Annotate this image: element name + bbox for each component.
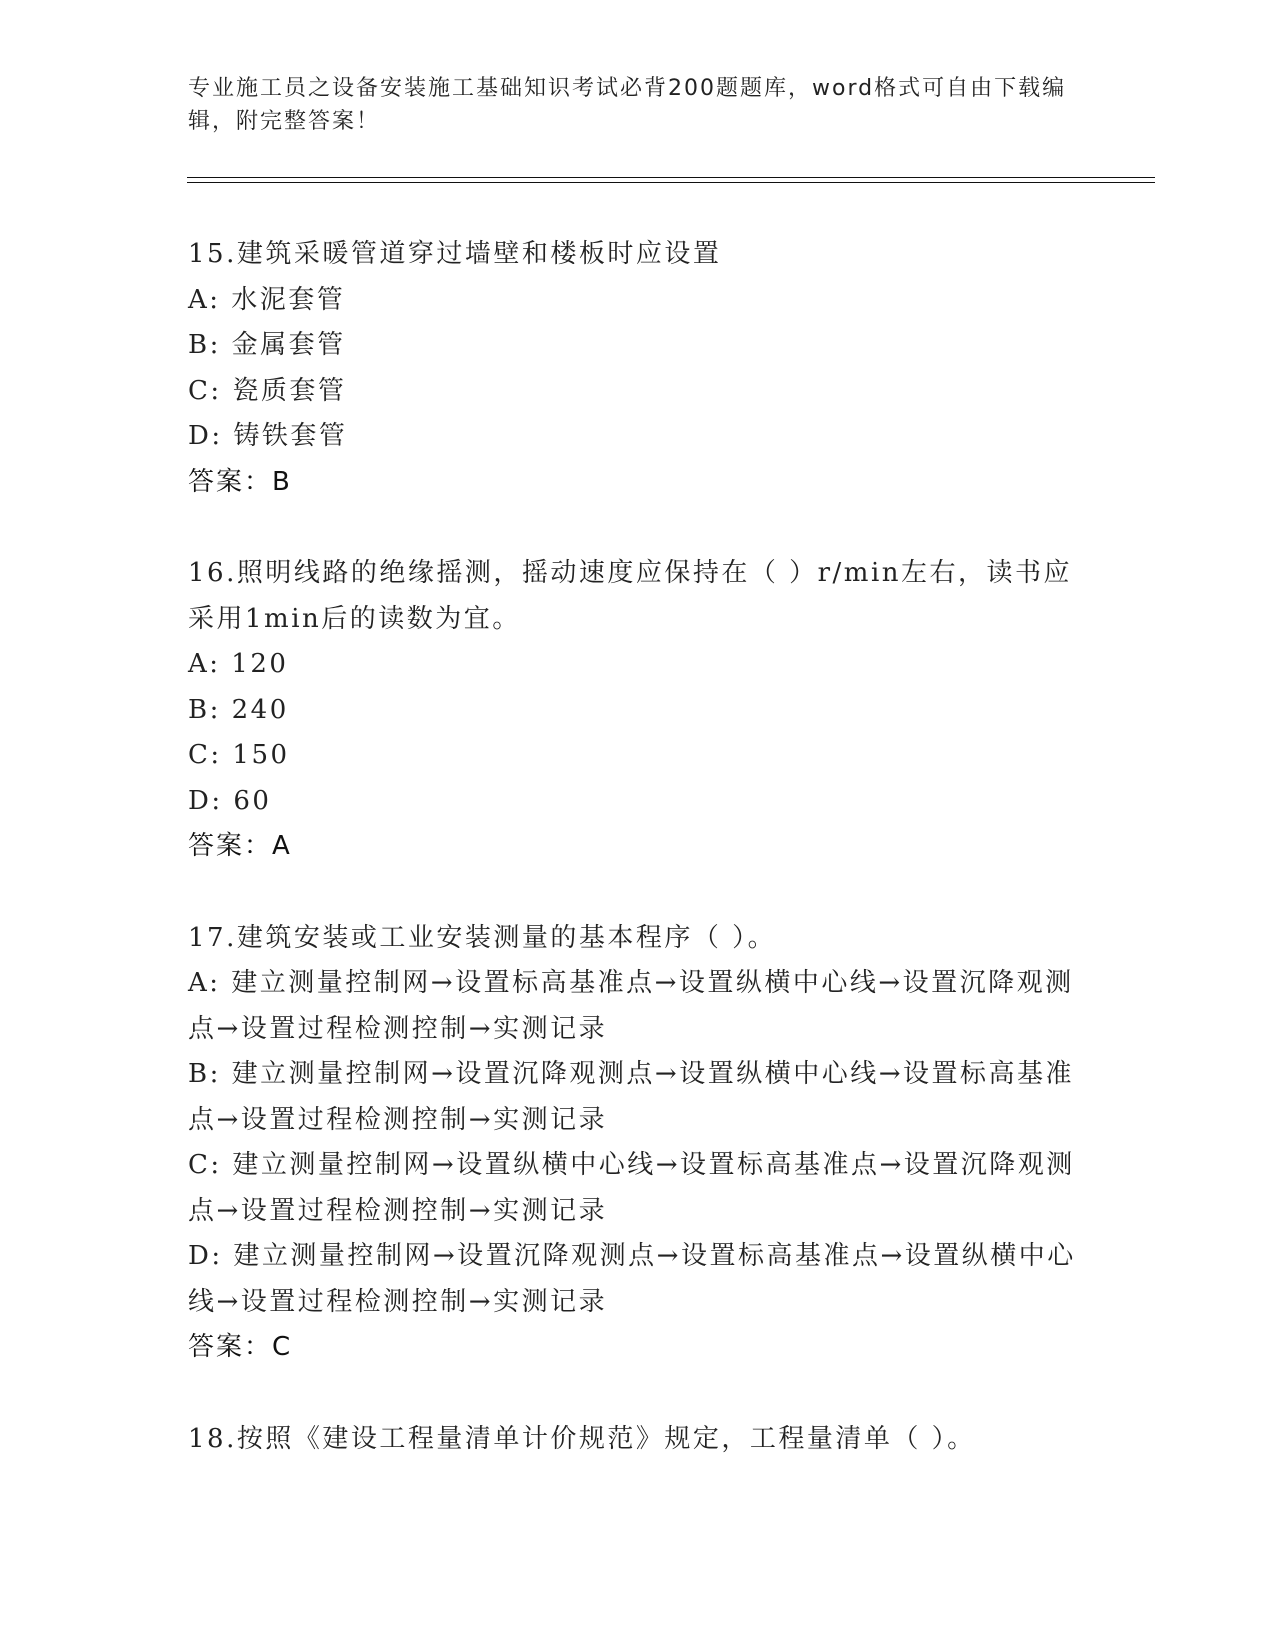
option-c: C: 建立测量控制网→设置纵横中心线→设置标高基准点→设置沉降观测点→设置过程检测控制→实测记录: [188, 1150, 1075, 1226]
option-a: A: 120: [188, 649, 289, 679]
answer-label: 答案：B: [188, 466, 292, 497]
option-a: A: 建立测量控制网→设置标高基准点→设置纵横中心线→设置沉降观测点→设置过程检测控制→实测记录: [188, 968, 1074, 1044]
question-18: [188, 1417, 1088, 1463]
answer-label: 答案：A: [188, 831, 292, 861]
question-stem: 15.建筑采暖管道穿过墙壁和楼板时应设置: [188, 239, 722, 269]
option-b: B: 240: [188, 694, 289, 725]
option-c: C: 150: [188, 740, 290, 770]
option-d: D: 60: [188, 785, 272, 816]
question-17: [188, 916, 1088, 1371]
question-list: [188, 232, 1088, 1508]
question-stem: 18.按照《建设工程量清单计价规范》规定，工程量清单（ ）。: [188, 1423, 976, 1454]
header-divider-top: [187, 177, 1155, 178]
option-d: D: 建立测量控制网→设置沉降观测点→设置标高基准点→设置纵横中心线→设置过程检测控制→实测记录: [188, 1241, 1076, 1317]
option-d: D: 铸铁套管: [188, 421, 348, 451]
document-header: 专业施工员之设备安装施工基础知识考试必背200题题库，word格式可自由下载编辑，附完整答案！: [188, 76, 1067, 134]
answer-label: 答案：C: [188, 1332, 293, 1362]
option-a: A: 水泥套管: [188, 284, 346, 315]
question-stem: 16.照明线路的绝缘摇测，摇动速度应保持在（ ）r/min左右，读书应采用1min后的读数为宜。: [188, 558, 1073, 634]
header-divider-bottom: [187, 182, 1155, 183]
question-15: [188, 232, 1088, 505]
question-stem: 17.建筑安装或工业安装测量的基本程序（ ）。: [188, 922, 777, 953]
question-16: [188, 551, 1088, 870]
option-b: B: 金属套管: [188, 330, 346, 360]
option-c: C: 瓷质套管: [188, 375, 347, 406]
option-b: B: 建立测量控制网→设置沉降观测点→设置纵横中心线→设置标高基准点→设置过程检测控制→实测记录: [188, 1059, 1074, 1135]
